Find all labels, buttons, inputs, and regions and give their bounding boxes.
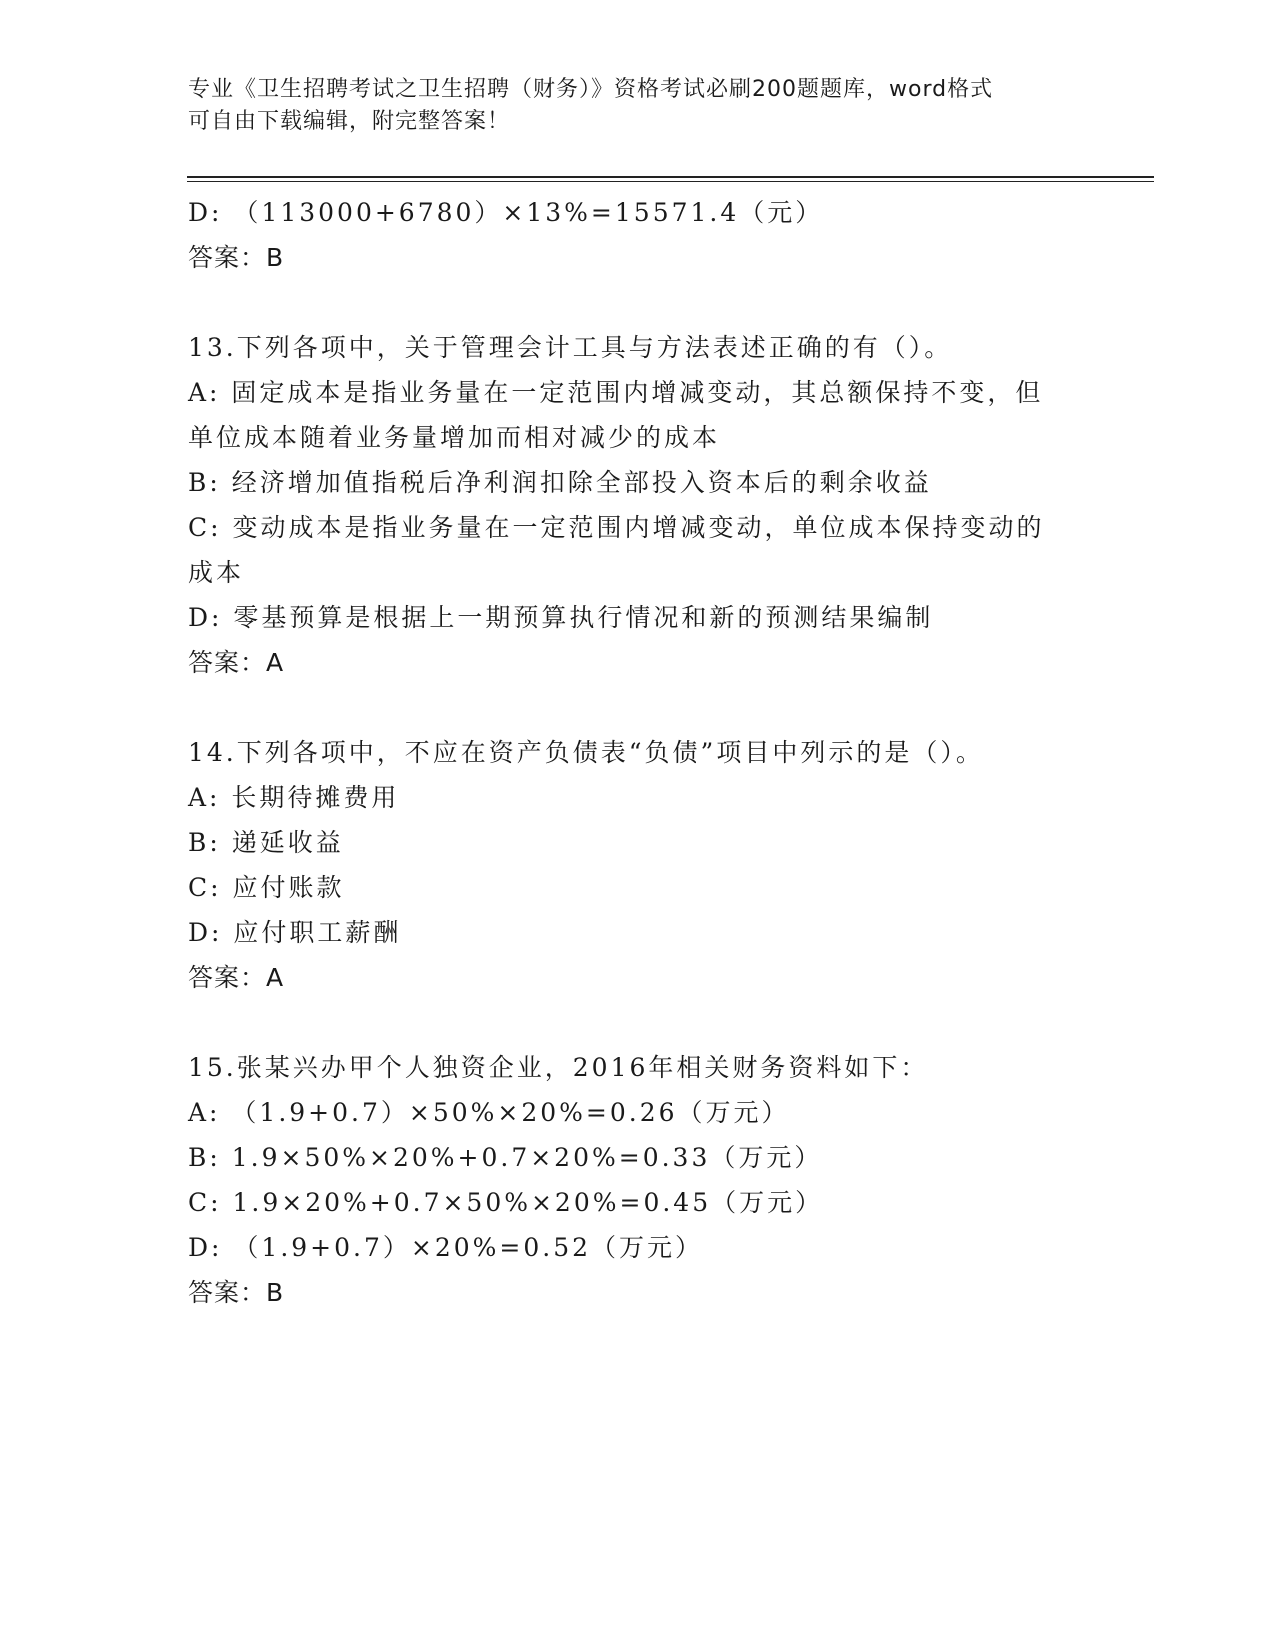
header-line-1: 专业《卫生招聘考试之卫生招聘（财务）》资格考试必刷200题题库，word格式 — [188, 77, 994, 102]
question-13 — [188, 325, 1088, 685]
page-header — [188, 74, 1088, 138]
spacer — [188, 1000, 1088, 1045]
question-15 — [188, 1045, 1088, 1315]
q13-option-c-cont: 成本 — [188, 558, 245, 587]
q12-option-d: D: （113000+6780）×13%=15571.4（元） — [188, 198, 824, 227]
q14-answer: 答案：A — [188, 963, 285, 992]
q15-option-c: C: 1.9×20%+0.7×50%×20%=0.45（万元） — [188, 1188, 824, 1217]
q12-answer: 答案：B — [188, 243, 285, 272]
q15-answer: 答案：B — [188, 1278, 285, 1307]
q14-option-b: B: 递延收益 — [188, 828, 344, 857]
question-12-tail — [188, 190, 1088, 280]
q13-option-a: A: 固定成本是指业务量在一定范围内增减变动，其总额保持不变，但 — [188, 378, 1044, 407]
spacer — [188, 685, 1088, 730]
q13-option-a-cont: 单位成本随着业务量增加而相对减少的成本 — [188, 423, 721, 452]
q14-option-c: C: 应付账款 — [188, 873, 345, 902]
spacer — [188, 280, 1088, 325]
q14-question: 14.下列各项中，不应在资产负债表“负债”项目中列示的是（）。 — [188, 738, 984, 767]
header-divider-thin — [187, 181, 1154, 182]
q15-option-a: A: （1.9+0.7）×50%×20%=0.26（万元） — [188, 1098, 790, 1127]
question-14 — [188, 730, 1088, 1000]
header-divider — [187, 176, 1154, 178]
question-content — [188, 190, 1088, 1315]
header-line-2: 可自由下载编辑，附完整答案！ — [188, 109, 511, 134]
q15-option-b: B: 1.9×50%×20%+0.7×20%=0.33（万元） — [188, 1143, 823, 1172]
q13-option-d: D: 零基预算是根据上一期预算执行情况和新的预测结果编制 — [188, 603, 934, 632]
q13-question: 13.下列各项中，关于管理会计工具与方法表述正确的有（）。 — [188, 333, 953, 362]
q13-option-c: C: 变动成本是指业务量在一定范围内增减变动，单位成本保持变动的 — [188, 513, 1045, 542]
q13-answer: 答案：A — [188, 648, 285, 677]
q14-option-d: D: 应付职工薪酬 — [188, 918, 402, 947]
q15-option-d: D: （1.9+0.7）×20%=0.52（万元） — [188, 1233, 704, 1262]
q13-option-b: B: 经济增加值指税后净利润扣除全部投入资本后的剩余收益 — [188, 468, 932, 497]
q14-option-a: A: 长期待摊费用 — [188, 783, 400, 812]
q15-question: 15.张某兴办甲个人独资企业，2016年相关财务资料如下： — [188, 1053, 929, 1082]
